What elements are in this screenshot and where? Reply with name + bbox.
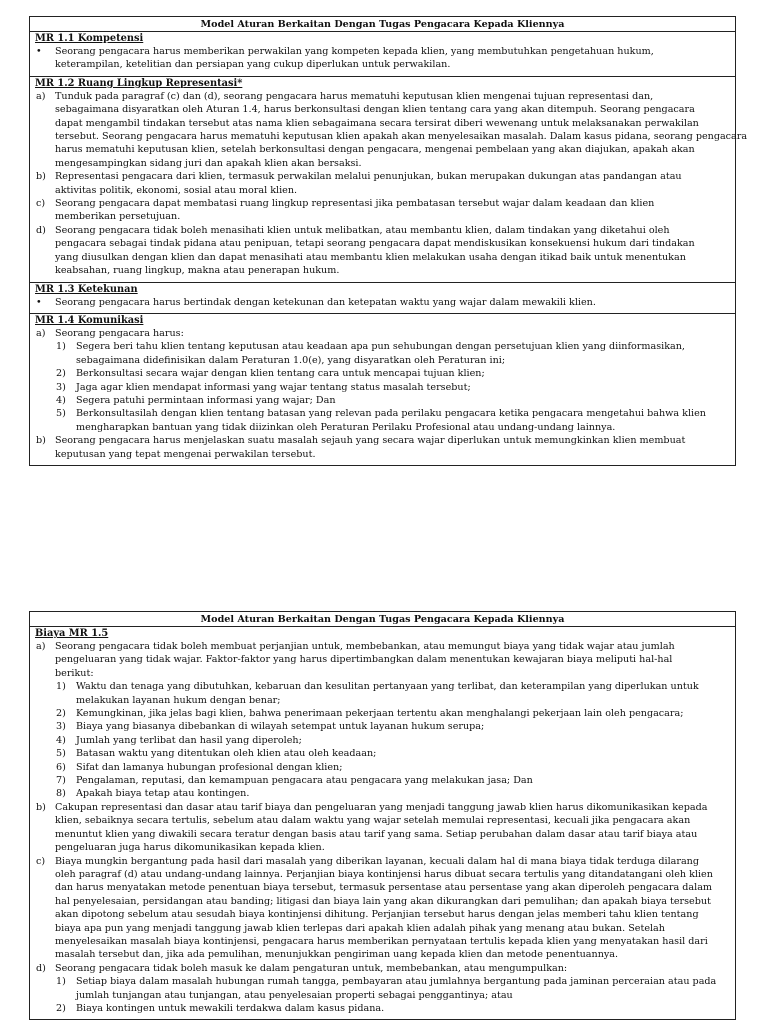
line-text: pengeluaran juga harus dikomunikasikan kepada klien. [55,842,325,854]
table-title: Model Aturan Berkaitan Dengan Tugas Pengacara Kepada Kliennya [30,612,735,627]
line-text: Sifat dan lamanya hubungan profesional dengan klien; [76,761,343,773]
line-text: keterampilan, ketelitian dan persiapan yang cukup diperlukan untuk perwakilan. [55,59,451,71]
table-title: Model Aturan Berkaitan Dengan Tugas Pengacara Kepada Kliennya [30,17,735,32]
item-label: b) [36,435,46,447]
line-text: Biaya yang biasanya dibebankan di wilayah setempat untuk layanan hukum serupa; [76,721,485,733]
table-body [30,32,748,465]
list-item-continuation [35,117,729,130]
sub-item-label: 5) [56,748,66,760]
list-item-continuation [35,841,729,854]
sub-item-continuation [35,694,729,707]
rule-section [30,283,735,314]
list-item [35,197,729,210]
sub-item-continuation [35,354,729,367]
line-text: Representasi pengacara dari klien, termasuk perwakilan melalui penunjukan, bukan merupakan dukungan atas pandangan atau [55,171,682,183]
section-title: MR 1.4 Komunikasi [35,314,144,326]
line-text: Seorang pengacara harus memberikan perwakilan yang kompeten kepada klien, yang membutuhkan pengetahuan hukum, [55,46,654,57]
item-label: d) [36,224,46,236]
line-text: yang diusulkan dengan klien dan dapat menasihati atau membantu klien melakukan usaha dengan itikad baik untuk menentukan [55,251,686,263]
section-title: MR 1.3 Ketekunan [35,283,138,295]
line-text: Seorang pengacara harus menjelaskan suatu masalah sejauh yang secara wajar diperlukan untuk memungkinkan klien membuat [55,435,686,447]
sub-item [35,720,729,733]
line-text: menuntut klien yang diwakili secara teratur dengan basis atau tarif yang sama. Setiap perubahan dalam dasar atau tarif biaya atau [55,828,698,840]
bullet-item [35,296,729,309]
item-label: a) [36,90,46,102]
line-text: biaya apa pun yang menjadi tanggung jawab klien terlepas dari apakah klien adalah pihak yang menang atau bukan. Setelah [55,922,665,934]
line-text: hal penyelesaian, persidangan atau banding; litigasi dan biaya lain yang akan dikurangkan dari pemulihan; dan apakah biaya tersebut [55,895,711,907]
sub-item [35,734,729,747]
list-item-continuation [35,948,729,961]
line-text: jumlah tunjangan atau tunjangan, atau penyelesaian properti sebagai penggantinya; atau [76,989,513,1001]
list-item [35,327,729,340]
line-text: melakukan layanan hukum dengan benar; [76,694,281,706]
line-text: Seorang pengacara tidak boleh masuk ke dalam pengaturan untuk, membebankan, atau mengumpulkan: [55,962,568,974]
line-text: sebagaimana disyaratkan oleh Aturan 1.4, harus berkonsultasi dengan klien tentang cara yang akan ditempuh. Seorang pengacara [55,104,695,116]
line-text: Jumlah yang terlibat dan hasil yang diperoleh; [76,734,302,746]
sub-item [35,774,729,787]
list-item [35,170,729,183]
line-text: Pengalaman, reputasi, dan kemampuan pengacara atau pengacara yang melakukan jasa; Dan [76,775,533,787]
item-label: c) [36,198,46,210]
line-text: Kemungkinan, jika jelas bagi klien, bahwa penerimaan pekerjaan tertentu akan menghalangi pekerjaan lain oleh pengacara; [76,708,684,720]
item-label: d) [36,962,46,974]
list-item [35,801,729,814]
sub-item-label: 1) [56,341,66,353]
sub-item [35,381,729,394]
line-text: memberikan persetujuan. [55,211,181,223]
item-label: a) [36,641,46,652]
line-text: harus mematuhi keputusan klien, setelah berkonsultasi dengan pengacara, mengenai pembelaan yang akan diajukan, apakah akan [55,144,695,156]
sub-item-continuation [35,989,729,1002]
line-text: keabsahan, ruang lingkup, makna atau penerapan hukum. [55,265,340,277]
sub-item-label: 5) [56,408,66,420]
sub-item [35,367,729,380]
line-text: Biaya mungkin bergantung pada hasil dari masalah yang diberikan layanan, kecuali dalam hal di mana biaya tidak terduga dilarang [55,855,699,867]
sub-item [35,787,729,800]
sub-item-label: 1) [56,976,66,988]
list-item-continuation [35,143,729,156]
list-item [35,434,729,447]
sub-item-label: 4) [56,394,66,406]
sub-item [35,1002,729,1015]
sub-item [35,761,729,774]
line-text: Segera patuhi permintaan informasi yang wajar; Dan [76,394,336,406]
sub-item-label: 8) [56,788,66,800]
list-item-continuation [35,908,729,921]
line-text: Seorang pengacara tidak boleh membuat perjanjian untuk, membebankan, atau memungut biaya yang tidak wajar atau jumlah [55,641,675,652]
list-item-continuation [35,264,729,277]
line-text: Biaya kontingen untuk mewakili terdakwa dalam kasus pidana. [76,1002,385,1014]
rule-section [30,77,748,283]
table-body [30,627,735,1019]
sub-item-label: 3) [56,381,66,393]
sub-item-label: 2) [56,368,66,380]
sub-item [35,707,729,720]
sub-item [35,407,729,420]
line-text: Berkonsultasi secara wajar dengan klien tentang cara untuk mencapai tujuan klien; [76,368,485,380]
list-item [35,962,729,975]
rules-table-2 [29,611,736,1020]
line-text: Batasan waktu yang ditentukan oleh klien atau oleh keadaan; [76,748,377,760]
line-text: pengeluaran yang tidak wajar. Faktor-faktor yang harus dipertimbangkan dalam menentukan kewajaran biaya meliputi hal-hal [55,654,673,666]
list-item-continuation [35,237,729,250]
line-text: sebagaimana didefinisikan dalam Peraturan 1.0(e), yang disyaratkan oleh Peraturan ini; [76,354,506,366]
list-item-continuation [35,881,729,894]
list-item-continuation [35,895,729,908]
line-text: berikut: [55,667,94,679]
rules-table-1 [29,16,748,466]
sub-item-label: 1) [56,681,66,693]
section-title: Biaya MR 1.5 [35,628,109,639]
line-text: Apakah biaya tetap atau kontingen. [76,788,250,800]
sub-item-label: 7) [56,775,66,787]
item-label: b) [36,171,46,183]
line-text: tersebut. Seorang pengacara harus mematuhi keputusan klien apakah akan menyelesaikan masalah. Dalam kasus pidana, seorang pengacara [55,131,748,143]
list-item-continuation [35,922,729,935]
list-item-continuation [35,103,729,116]
sub-item [35,975,729,988]
list-item-continuation [35,868,729,881]
line-text: Seorang pengacara harus bertindak dengan ketekunan dan ketepatan waktu yang wajar dalam mewakili klien. [55,296,596,308]
line-text: Segera beri tahu klien tentang keputusan atau keadaan apa pun sehubungan dengan persetujuan klien yang diinformasikan, [76,341,685,353]
line-text: masalah tersebut dan, jika ada pemulihan, menunjukkan pengiriman uang kepada klien dan metode penentuannya. [55,949,619,961]
line-text: menyelesaikan masalah biaya kontinjensi, pengacara harus memberikan pernyataan tertulis kepada klien yang menyatakan hasil dari [55,935,708,947]
list-item-continuation [35,448,729,461]
list-item-continuation [35,58,729,71]
line-text: Seorang pengacara harus: [55,327,184,339]
sub-item-label: 2) [56,708,66,720]
line-text: Cakupan representasi dan dasar atau tarif biaya dan pengeluaran yang menjadi tanggung jawab klien harus dikomunikasikan kepada [55,801,708,813]
line-text: Seorang pengacara tidak boleh menasihati klien untuk melibatkan, atau membantu klien, dalam tindakan yang diketahui oleh [55,224,670,236]
line-text: klien, sebaiknya secara tertulis, sebelum atau dalam waktu yang wajar setelah memulai representasi, kecuali jika pengacara akan [55,815,691,827]
list-item-continuation [35,210,729,223]
list-item-continuation [35,157,729,170]
line-text: aktivitas politik, ekonomi, sosial atau moral klien. [55,184,298,196]
line-text: dapat mengambil tindakan tersebut atas nama klien sebagaimana secara tersirat diberi wewenang untuk melaksanakan perwakilan [55,117,699,129]
line-text: keputusan yang tepat mengenai perwakilan tersebut. [55,448,316,460]
line-text: oleh paragraf (d) atau undang-undang lainnya. Perjanjian biaya kontinjensi harus dibuat secara tertulis yang ditandatangani oleh klien [55,868,713,880]
list-item-continuation [35,130,748,143]
section-title: MR 1.2 Ruang Lingkup Representasi* [35,77,243,89]
sub-item [35,340,729,353]
line-text: akan dipotong sebelum atau sesudah biaya kontinjensi dihitung. Perjanjian tersebut harus dengan jelas memberi tahu klien tentang [55,909,699,921]
line-text: Seorang pengacara dapat membatasi ruang lingkup representasi jika pembatasan tersebut wajar dalam keadaan dan klien [55,198,655,210]
rule-section [30,314,735,465]
list-item [35,855,729,868]
item-label: b) [36,801,46,813]
line-text: Waktu dan tenaga yang dibutuhkan, kebaruan dan kesulitan pertanyaan yang terlibat, dan keterampilan yang diperlukan untuk [76,681,699,693]
list-item [35,90,729,103]
list-item [35,640,729,653]
line-text: Berkonsultasilah dengan klien tentang batasan yang relevan pada perilaku pengacara ketika pengacara mengetahui bahwa klien [76,408,706,420]
list-item-continuation [35,667,729,680]
line-text: mengesampingkan sidang juri dan apakah klien akan bersaksi. [55,157,362,169]
line-text: mengharapkan bantuan yang tidak diizinkan oleh Peraturan Perilaku Profesional atau undang-undang lainnya. [76,421,616,433]
list-item-continuation [35,935,729,948]
bullet-item [35,45,729,58]
line-text: dan harus menyatakan metode penentuan biaya tersebut, termasuk persentase atau persentase yang akan diperoleh pengacara dalam [55,882,713,894]
sub-item [35,747,729,760]
list-item-continuation [35,251,729,264]
sub-item-label: 4) [56,734,66,746]
list-item-continuation [35,814,729,827]
item-label: c) [36,855,46,867]
list-item-continuation [35,653,729,666]
sub-item-continuation [35,421,729,434]
sub-item-label: 3) [56,721,66,733]
sub-item-label: 6) [56,761,66,773]
sub-item [35,394,729,407]
line-text: Tunduk pada paragraf (c) dan (d), seorang pengacara harus mematuhi keputusan klien mengenai tujuan representasi dan, [55,90,654,102]
rule-section [30,627,735,1019]
list-item [35,224,729,237]
section-title: MR 1.1 Kompetensi [35,33,144,44]
list-item-continuation [35,828,729,841]
sub-item-label: 2) [56,1002,66,1014]
line-text: Jaga agar klien mendapat informasi yang wajar tentang status masalah tersebut; [76,381,471,393]
line-text: Setiap biaya dalam masalah hubungan rumah tangga, pembayaran atau jumlahnya bergantung pada jaminan perceraian atau pada [76,976,717,988]
sub-item [35,680,729,693]
rule-section [30,32,735,77]
item-label: a) [36,327,46,339]
list-item-continuation [35,184,729,197]
line-text: pengacara sebagai tindak pidana atau penipuan, tetapi seorang pengacara dapat mendiskusikan konsekuensi hukum dari tindakan [55,238,695,250]
